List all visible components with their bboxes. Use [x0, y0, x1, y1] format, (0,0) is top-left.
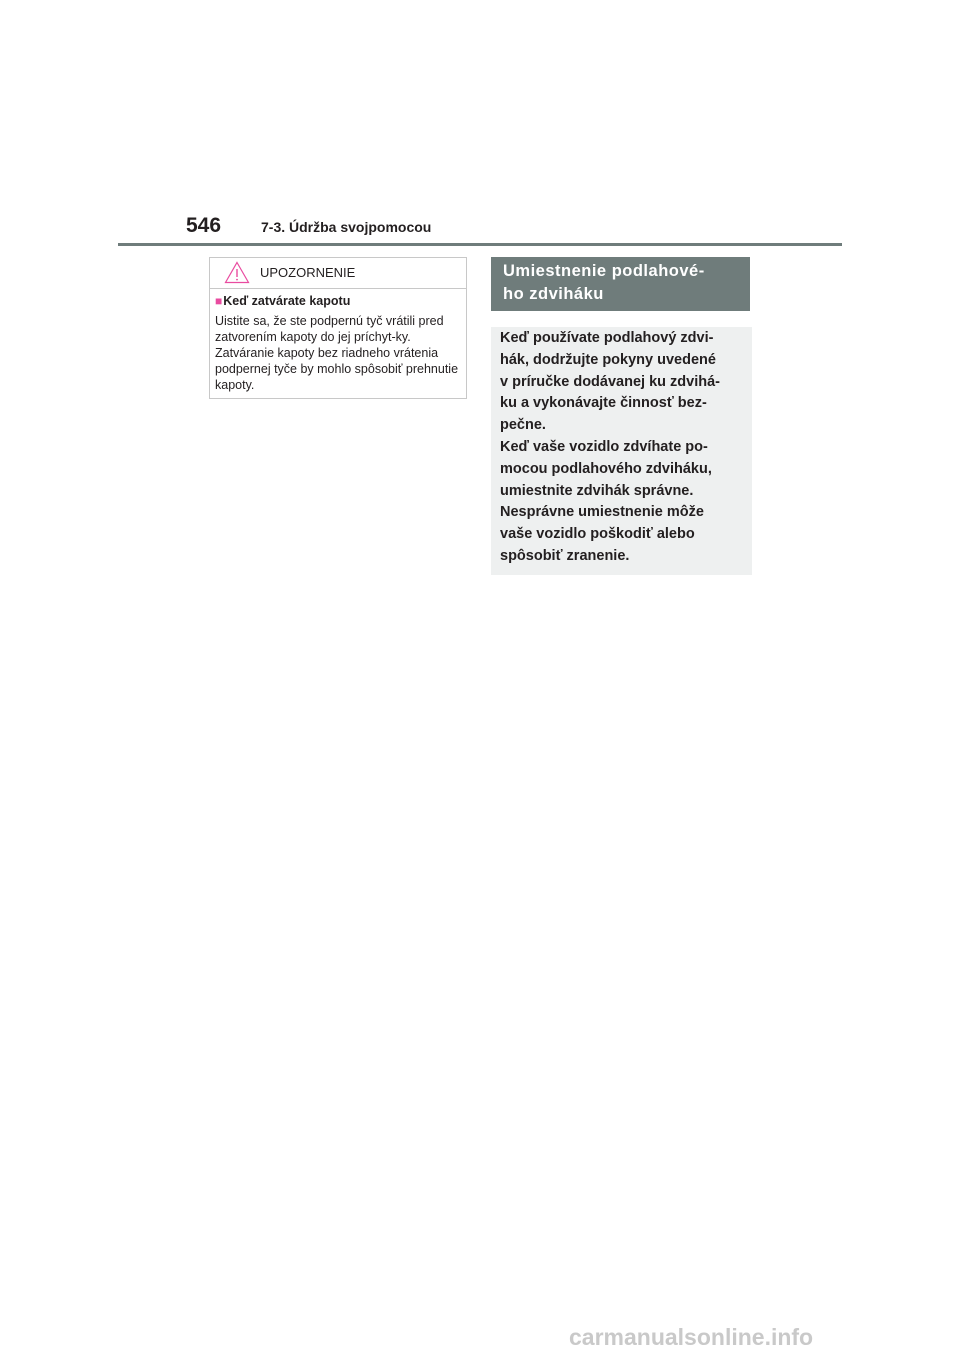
watermark: carmanualsonline.info	[569, 1324, 814, 1350]
intro-line: pečne.	[500, 417, 546, 434]
warning-triangle-icon	[224, 261, 250, 284]
square-bullet-icon: ■	[215, 294, 223, 308]
warning-text: Uistite sa, že ste podpernú tyč vrátili pred zatvorením kapoty do jej príchyt-ky. Zatváranie kapoty bez riadneho vrátenia podpernej tyče by mohlo spôsobiť prehnutie kapoty.	[215, 314, 459, 392]
intro-line: Keď používate podlahový zdvi-	[500, 330, 714, 346]
intro-line: ku a vykonávajte činnosť bez-	[500, 395, 707, 412]
intro-line: spôsobiť zranenie.	[500, 547, 630, 564]
intro-panel	[491, 327, 752, 575]
topic-heading-line: Umiestnenie podlahové-	[503, 262, 705, 280]
warning-subheading-row	[215, 293, 466, 309]
warning-box	[209, 257, 467, 399]
intro-line: mocou podlahového zdviháku,	[500, 460, 712, 477]
header-rule	[118, 243, 842, 246]
intro-line: v príručke dodávanej ku zdvihá-	[500, 373, 720, 390]
warning-header	[210, 258, 466, 289]
warning-subheading: Keď zatvárate kapotu	[223, 294, 351, 308]
intro-line: Nesprávne umiestnenie môže	[500, 504, 704, 521]
page-number: 546	[186, 214, 222, 237]
intro-line: Keď vaše vozidlo zdvíhate po-	[500, 438, 708, 455]
topic-heading-line: ho zdviháku	[503, 285, 604, 303]
topic-heading	[491, 257, 750, 311]
intro-line: umiestnite zdvihák správne.	[500, 482, 694, 499]
intro-line: hák, dodržujte pokyny uvedené	[500, 351, 716, 368]
intro-line: vaše vozidlo poškodiť alebo	[500, 526, 695, 543]
warning-label: UPOZORNENIE	[260, 265, 356, 280]
section-title: 7-3. Údržba svojpomocou	[261, 219, 432, 235]
